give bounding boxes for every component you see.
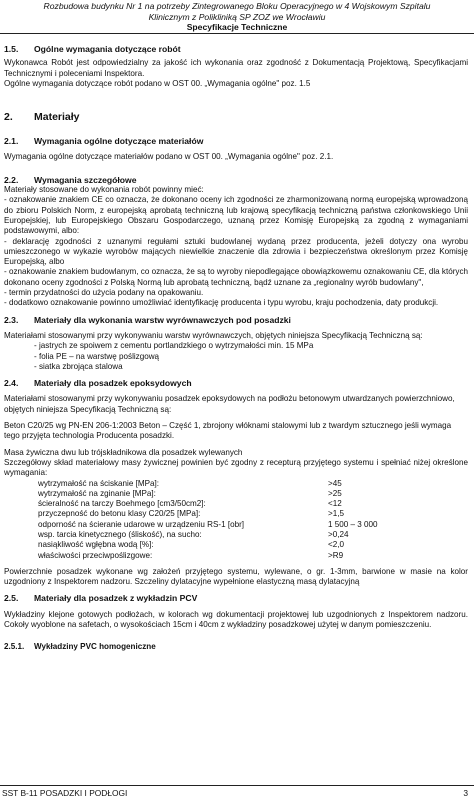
- section-2-2-identification: - dodatkowo oznakowanie powinno umożliwiać identyfikację producenta i typu wyrobu, kraju pochodzenia, daty produkcji.: [4, 298, 439, 308]
- list-item: - jastrych ze spoiwem z cementu portlandzkiego o wytrzymałości min. 15 MPa: [34, 341, 314, 351]
- section-2-4-paragraph: Materiałami stosowanymi przy wykonywaniu posadzek epoksydowych na podłożu betonowym utwardzanych powierzchniowo, objętych niniejsza Specyfikacją Techniczną są:: [4, 394, 455, 414]
- section-2-2-intro: Materiały stosowane do wykonania robót powinny mieć:: [4, 185, 204, 195]
- requirements-table: [38, 479, 378, 561]
- section-2-3-paragraph: Materiałami stosowanymi przy wykonywaniu warstw wyrównawczych, objętych niniejsza Specyfikacją Techniczną są:: [4, 330, 423, 340]
- footer-document-code: SST B-11 POSADZKI I PODŁOGI: [2, 788, 128, 798]
- section-2-1-heading: 2.1. Wymagania ogólne dotyczące materiałów: [4, 136, 204, 147]
- list-item: - siatka zbrojąca stalowa: [34, 361, 123, 371]
- section-1-5-paragraph: Wykonawca Robót jest odpowiedzialny za jakość ich wykonania oraz zgodność z Dokumentacją Projektową, Specyfikacjami Technicznymi i poleceniami Inspektora.: [4, 58, 468, 78]
- section-1-5-heading: 1.5. Ogólne wymagania dotyczące robót: [4, 44, 181, 54]
- table-row: właściwości przeciwpoślizgowe: >R9: [38, 550, 344, 560]
- section-2-1-paragraph: Wymagania ogólne dotyczące materiałów podano w OST 00. „Wymagania ogólne" poz. 2.1.: [4, 152, 334, 162]
- section-2-5-1-heading: 2.5.1. Wykładziny PVC homogeniczne: [4, 642, 156, 652]
- header-line-1: Rozbudowa budynku Nr 1 na potrzeby Zintegrowanego Bloku Operacyjnego w 4 Wojskowym Szpitalu: [43, 1, 431, 11]
- table-row: wytrzymałość na ściskanie [MPa]: >45: [38, 478, 342, 488]
- table-row: ścieralność na tarczy Boehmego [cm3/50cm2]: <12: [38, 499, 342, 509]
- section-2-2-declaration: - deklarację zgodności z uznanymi regułami sztuki budowlanej wydaną przez producenta, jeżeli dotyczy ona wyrobu umieszczonego w wykazie wyrobów mających niewielkie znaczenie dla zdrowia i bezpieczeństwa określonym przez Komisję Europejską, albo: [4, 236, 468, 267]
- table-row: nasiąkliwość wgłębna wodą [%]: <2,0: [38, 540, 344, 550]
- section-2-4-composition: Szczegółowy skład materiałowy masy żywicznej powinien być zgodny z recepturą przyjętego systemu i spełniać niżej określone wymagania:: [4, 457, 468, 478]
- page-number: 3: [463, 788, 468, 798]
- section-2-2-heading: 2.2. Wymagania szczegółowe: [4, 174, 137, 185]
- section-2-4-resin: Masa żywiczna dwu lub trójskładnikowa dla posadzek wylewanych: [4, 447, 243, 457]
- page-header: [0, 0, 474, 33]
- header-line-2: Klinicznym z Polikliniką SP ZOZ we Wrocławiu: [148, 11, 326, 22]
- section-1-5-reference: Ogólne wymagania dotyczące robót podano w OST 00. „Wymagania ogólne" poz. 1.5: [4, 78, 311, 88]
- table-row: odporność na ścieranie udarowe w urządzeniu RS-1 [obr] 1 500 – 3 000: [38, 519, 378, 529]
- list-item: - folia PE – na warstwę poślizgową: [34, 351, 160, 361]
- section-2-4-surface: Powierzchnie posadzek wykonane wg założeń przyjętego systemu, wylewane, o gr. 1-3mm, barwione w masie na kolor uzgodniony z Inspektorem nadzoru. Szczeliny dylatacyjne wypełnione elastyczną masą dylatacyjną: [4, 566, 468, 587]
- section-2-2-shelf-life: - termin przydatności do użycia podany na opakowaniu.: [4, 288, 204, 298]
- table-row: przyczepność do betonu klasy C20/25 [MPa]: >1,5: [38, 509, 344, 519]
- footer-divider: [0, 785, 474, 786]
- table-row: wytrzymałość na zginanie [MPa]: >25: [38, 488, 342, 498]
- section-2-4-heading: 2.4. Materiały dla posadzek epoksydowych: [4, 378, 192, 389]
- section-2-3-list: [4, 341, 468, 372]
- section-2-5-paragraph: Wykładziny klejone gotowych podłożach, w kolorach wg dokumentacji projektowej lub uzgodnionych z Inspektorem nadzoru. Cokoły wyoblone na safetach, o wysokościach 15cm i 40cm z wykładziny posadzkowej użytej w danym pomieszczeniu.: [4, 609, 468, 630]
- table-row: wsp. tarcia kinetycznego (śliskość), na sucho: >0,24: [38, 529, 349, 539]
- section-2-heading: 2. Materiały: [4, 111, 80, 124]
- section-2-5-heading: 2.5. Materiały dla posadzek z wykładzin PCV: [4, 593, 198, 604]
- header-divider: [0, 33, 474, 34]
- section-2-4-concrete: Beton C20/25 wg PN-EN 206-1:2003 Beton – Część 1, zbrojony włóknami stalowymi lub z twardym sztucznego jeśli wymaga tego przyjęta technologia Producenta posadzki.: [4, 421, 452, 441]
- header-line-3: Specyfikacje Techniczne: [186, 22, 288, 32]
- section-2-2-building-mark: - oznakowanie znakiem budowlanym, co oznacza, że są to wyroby niepodlegające obowiązkowemu oznakowaniu CE, dla których dokonano oceny zgodności z Polską Normą lub aprobatą techniczną, bądź uznane za „regionalny wyrób budowlany",: [4, 267, 468, 287]
- page-content: [4, 44, 468, 653]
- section-2-3-heading: 2.3. Materiały dla wykonania warstw wyrównawczych pod posadzki: [4, 314, 291, 325]
- page-footer: [0, 785, 474, 800]
- section-2-2-ce-marking: - oznakowanie znakiem CE co oznacza, że dokonano oceny ich zgodności ze zharmonizowaną normą europejską wprowadzoną do zbioru Polskich Norm, z europejską aprobatą techniczną lub krajową specyfikacją techniczną państwa członkowskiego Unii Europejskiej, lub Europejskiego Obszaru Gospodarczego, uznaną przez Komisję Europejską za zgodną z wymaganiami podstawowymi, albo:: [4, 195, 468, 236]
